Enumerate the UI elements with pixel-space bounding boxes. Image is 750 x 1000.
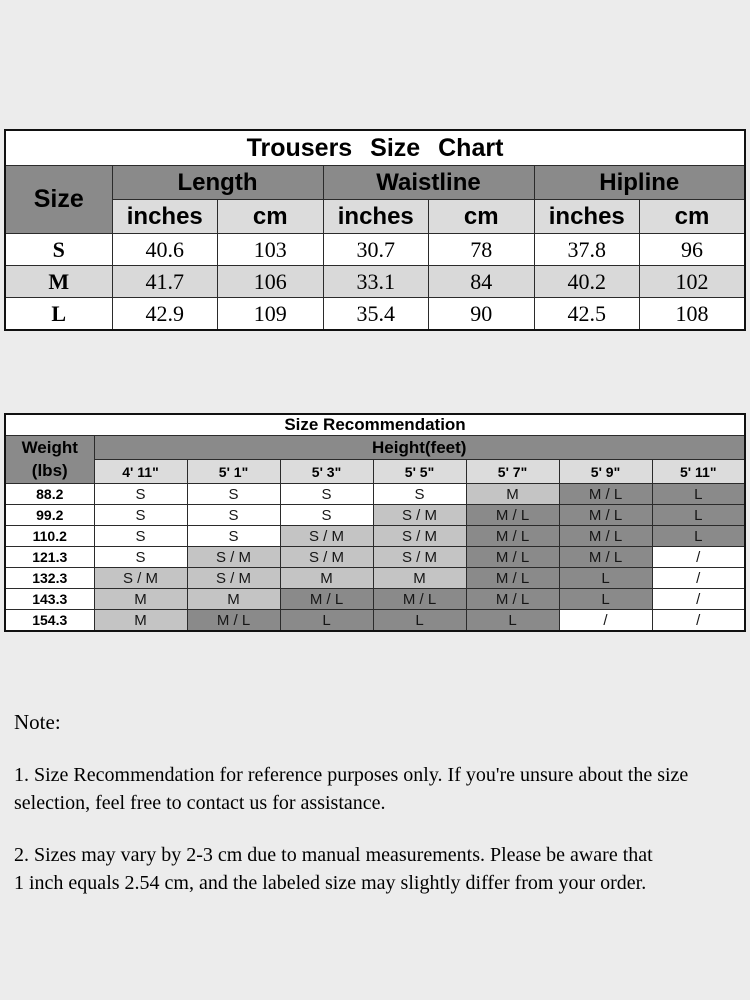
height-group-header: Height(feet) bbox=[94, 436, 745, 460]
height-columns-row bbox=[5, 460, 745, 484]
measurement-cell: 96 bbox=[640, 234, 746, 266]
unit-header: cm bbox=[429, 200, 535, 234]
group-header: Waistline bbox=[323, 166, 534, 200]
recommendation-cell: S bbox=[94, 505, 187, 526]
recommendation-cell: L bbox=[559, 589, 652, 610]
recommendation-cell: M / L bbox=[466, 505, 559, 526]
size-label: S bbox=[5, 234, 112, 266]
recommendation-cell: L bbox=[280, 610, 373, 632]
recommendation-cell: S bbox=[94, 526, 187, 547]
measurement-cell: 78 bbox=[429, 234, 535, 266]
measurement-cell: 102 bbox=[640, 266, 746, 298]
recommendation-cell: M / L bbox=[559, 547, 652, 568]
recommendation-cell: M bbox=[373, 568, 466, 589]
recommendation-cell: L bbox=[466, 610, 559, 632]
recommendation-cell: L bbox=[559, 568, 652, 589]
recommendation-cell: S bbox=[187, 526, 280, 547]
recommendation-cell: M bbox=[94, 610, 187, 632]
measurement-cell: 42.5 bbox=[534, 298, 640, 331]
recommendation-cell: S bbox=[280, 505, 373, 526]
unit-header: cm bbox=[218, 200, 324, 234]
note-heading: Note: bbox=[14, 710, 61, 734]
measurement-cell: 103 bbox=[218, 234, 324, 266]
recommendation-cell: S / M bbox=[280, 547, 373, 568]
recommendation-cell: S / M bbox=[187, 568, 280, 589]
recommendation-cell: L bbox=[373, 610, 466, 632]
weight-header-line2: (lbs) bbox=[31, 460, 68, 480]
measurement-cell: 106 bbox=[218, 266, 324, 298]
weight-label: 154.3 bbox=[5, 610, 94, 632]
recommendation-cell: M / L bbox=[187, 610, 280, 632]
measurement-cell: 109 bbox=[218, 298, 324, 331]
weight-label: 99.2 bbox=[5, 505, 94, 526]
trousers-size-chart-table bbox=[4, 129, 746, 331]
measurement-cell: 42.9 bbox=[112, 298, 218, 331]
recommendation-cell: M / L bbox=[466, 547, 559, 568]
recommendation-cell: S / M bbox=[373, 505, 466, 526]
note-paragraph-2 bbox=[14, 841, 736, 897]
recommendation-row bbox=[5, 589, 745, 610]
recommendation-cell: M / L bbox=[466, 589, 559, 610]
weight-label: 143.3 bbox=[5, 589, 94, 610]
weight-label: 121.3 bbox=[5, 547, 94, 568]
height-column-header: 5' 5" bbox=[373, 460, 466, 484]
recommendation-cell: S / M bbox=[94, 568, 187, 589]
weight-column-header bbox=[5, 436, 94, 484]
recommendation-cell: M / L bbox=[559, 484, 652, 505]
recommendation-cell: S bbox=[187, 505, 280, 526]
recommendation-cell: S bbox=[280, 484, 373, 505]
recommendation-cell: M / L bbox=[280, 589, 373, 610]
height-column-header: 4' 11" bbox=[94, 460, 187, 484]
recommendation-row bbox=[5, 547, 745, 568]
recommendation-row bbox=[5, 568, 745, 589]
recommendation-cell: S bbox=[94, 484, 187, 505]
recommendation-cell: S / M bbox=[373, 547, 466, 568]
unit-header: inches bbox=[112, 200, 218, 234]
size-recommendation-table bbox=[4, 413, 746, 632]
measurement-cell: 40.2 bbox=[534, 266, 640, 298]
measurement-cell: 33.1 bbox=[323, 266, 429, 298]
size-chart-title: Trousers Size Chart bbox=[5, 130, 745, 166]
size-chart-group-row bbox=[5, 166, 745, 200]
size-chart-unit-row bbox=[5, 200, 745, 234]
unit-header: cm bbox=[640, 200, 746, 234]
height-column-header: 5' 9" bbox=[559, 460, 652, 484]
recommendation-row bbox=[5, 505, 745, 526]
weight-header-line1: Weight bbox=[21, 438, 78, 458]
size-chart-body bbox=[5, 234, 745, 331]
height-column-header: 5' 7" bbox=[466, 460, 559, 484]
measurement-cell: 90 bbox=[429, 298, 535, 331]
note-line: 1 inch equals 2.54 cm, and the labeled size may slightly differ from your order. bbox=[14, 872, 647, 894]
recommendation-cell: L bbox=[652, 526, 745, 547]
recommendation-cell: / bbox=[652, 568, 745, 589]
recommendation-cell: S / M bbox=[373, 526, 466, 547]
size-row bbox=[5, 298, 745, 331]
recommendation-row bbox=[5, 484, 745, 505]
recommendation-cell: L bbox=[652, 505, 745, 526]
recommendation-cell: M / L bbox=[559, 526, 652, 547]
note-line: 2. Sizes may vary by 2-3 cm due to manual measurements. Please be aware that bbox=[14, 844, 653, 866]
size-label: L bbox=[5, 298, 112, 331]
recommendation-cell: S / M bbox=[280, 526, 373, 547]
weight-label: 110.2 bbox=[5, 526, 94, 547]
size-column-header: Size bbox=[5, 166, 112, 234]
measurement-cell: 40.6 bbox=[112, 234, 218, 266]
height-column-header: 5' 1" bbox=[187, 460, 280, 484]
note-line: selection, feel free to contact us for assistance. bbox=[14, 792, 386, 814]
weight-label: 132.3 bbox=[5, 568, 94, 589]
recommendation-cell: / bbox=[652, 589, 745, 610]
group-header: Length bbox=[112, 166, 323, 200]
note-line: 1. Size Recommendation for reference purposes only. If you're unsure about the size bbox=[14, 764, 689, 786]
weight-label: 88.2 bbox=[5, 484, 94, 505]
note-paragraph-1 bbox=[14, 761, 736, 817]
recommendation-cell: M bbox=[187, 589, 280, 610]
recommendation-body bbox=[5, 484, 745, 632]
recommendation-title: Size Recommendation bbox=[5, 414, 745, 436]
measurement-cell: 35.4 bbox=[323, 298, 429, 331]
recommendation-row bbox=[5, 526, 745, 547]
size-row bbox=[5, 266, 745, 298]
recommendation-cell: / bbox=[652, 610, 745, 632]
measurement-cell: 30.7 bbox=[323, 234, 429, 266]
recommendation-title-row bbox=[5, 414, 745, 436]
recommendation-cell: M bbox=[466, 484, 559, 505]
recommendation-cell: M / L bbox=[373, 589, 466, 610]
recommendation-cell: S bbox=[94, 547, 187, 568]
size-chart-title-row bbox=[5, 130, 745, 166]
recommendation-cell: S bbox=[187, 484, 280, 505]
recommendation-cell: L bbox=[652, 484, 745, 505]
recommendation-cell: S bbox=[373, 484, 466, 505]
measurement-cell: 84 bbox=[429, 266, 535, 298]
group-header: Hipline bbox=[534, 166, 745, 200]
recommendation-cell: M / L bbox=[466, 526, 559, 547]
recommendation-cell: M / L bbox=[559, 505, 652, 526]
height-column-header: 5' 11" bbox=[652, 460, 745, 484]
size-row bbox=[5, 234, 745, 266]
unit-header: inches bbox=[323, 200, 429, 234]
measurement-cell: 41.7 bbox=[112, 266, 218, 298]
recommendation-cell: S / M bbox=[187, 547, 280, 568]
measurement-cell: 108 bbox=[640, 298, 746, 331]
measurement-cell: 37.8 bbox=[534, 234, 640, 266]
recommendation-cell: M bbox=[280, 568, 373, 589]
recommendation-cell: / bbox=[652, 547, 745, 568]
size-label: M bbox=[5, 266, 112, 298]
height-column-header: 5' 3" bbox=[280, 460, 373, 484]
recommendation-cell: / bbox=[559, 610, 652, 632]
recommendation-cell: M / L bbox=[466, 568, 559, 589]
unit-header: inches bbox=[534, 200, 640, 234]
recommendation-row bbox=[5, 610, 745, 632]
recommendation-header-row bbox=[5, 436, 745, 460]
recommendation-cell: M bbox=[94, 589, 187, 610]
